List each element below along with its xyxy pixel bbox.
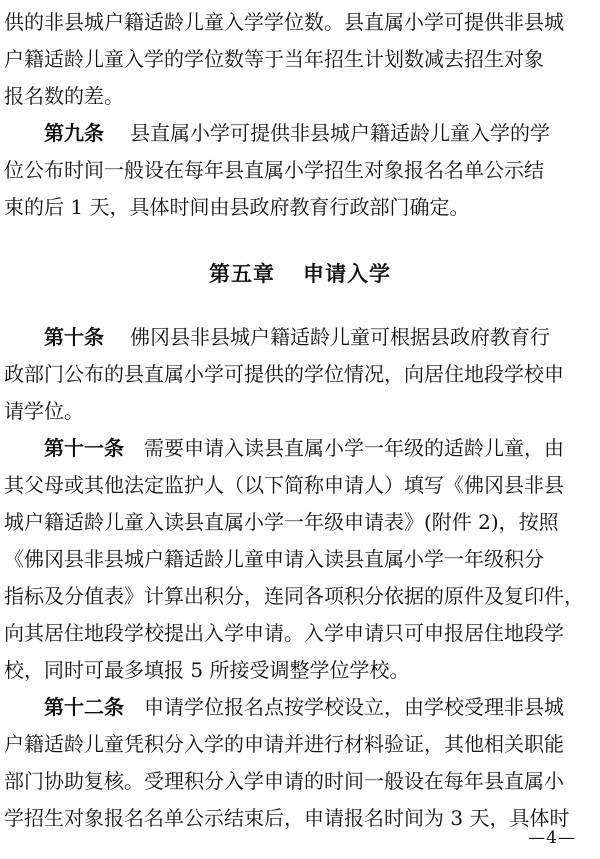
article-8-line-1: 供的非县城户籍适龄儿童入学学位数。县直属小学可提供非县城 [4,10,564,34]
article-12-first-line [44,695,564,719]
article-10-line-1: 佛冈县非县城户籍适龄儿童可根据县政府教育行 [130,325,550,349]
article-12-line-4: 学招生对象报名名单公示结束后，申请报名时间为 3 天，具体时 [4,806,570,830]
article-10-first-line [44,325,550,349]
article-9-title: 第九条 [44,121,104,145]
article-9-line-1: 县直属小学可提供非县城户籍适龄儿童入学的学 [130,121,550,145]
article-12-line-2: 户籍适龄儿童凭积分入学的申请并进行材料验证，其他相关职能 [4,732,564,756]
article-12-title: 第十二条 [44,695,124,719]
chapter-title: 申请入学 [303,262,391,286]
article-12-line-3: 部门协助复核。受理积分入学申请的时间一般设在每年县直属小 [4,769,564,793]
article-11-first-line [44,436,564,460]
article-10-line-3: 请学位。 [4,399,84,423]
article-11-line-2: 其父母或其他法定监护人（以下简称申请人）填写《佛冈县非县 [4,473,564,497]
article-10-line-2: 政部门公布的县直属小学可提供的学位情况，向居住地段学校申 [4,362,564,386]
article-11-title: 第十一条 [44,436,124,460]
article-11-line-7: 校，同时可最多填报 5 所接受调整学位学校。 [4,658,410,682]
chapter-number: 第五章 [209,262,275,286]
article-8-line-3: 报名数的差。 [4,84,124,108]
article-11-line-6: 向其居住地段学校提出入学申请。入学申请只可申报居住地段学 [4,621,564,645]
article-11-line-4: 《佛冈县非县城户籍适龄儿童申请入读县直属小学一年级积分 [4,547,544,571]
article-11-line-3: 城户籍适龄儿童入读县直属小学一年级申请表》(附件 2)，按照 [4,510,559,534]
article-8-line-2: 户籍适龄儿童入学的学位数等于当年招生计划数减去招生对象 [4,47,544,71]
article-9-line-2: 位公布时间一般设在每年县直属小学招生对象报名名单公示结 [4,158,544,182]
article-9-line-3: 束的后 1 天，具体时间由县政府教育行政部门确定。 [4,195,470,219]
article-12-line-1: 申请学位报名点按学校设立，由学校受理非县城 [144,695,564,719]
article-11-line-5: 指标及分值表》计算出积分，连同各项积分依据的原件及复印件， [4,584,584,608]
article-9-first-line [44,121,550,145]
article-11-line-1: 需要申请入读县直属小学一年级的适龄儿童，由 [144,436,564,460]
page-number: —4— [528,828,576,848]
chapter-heading [0,262,600,286]
article-10-title: 第十条 [44,325,104,349]
